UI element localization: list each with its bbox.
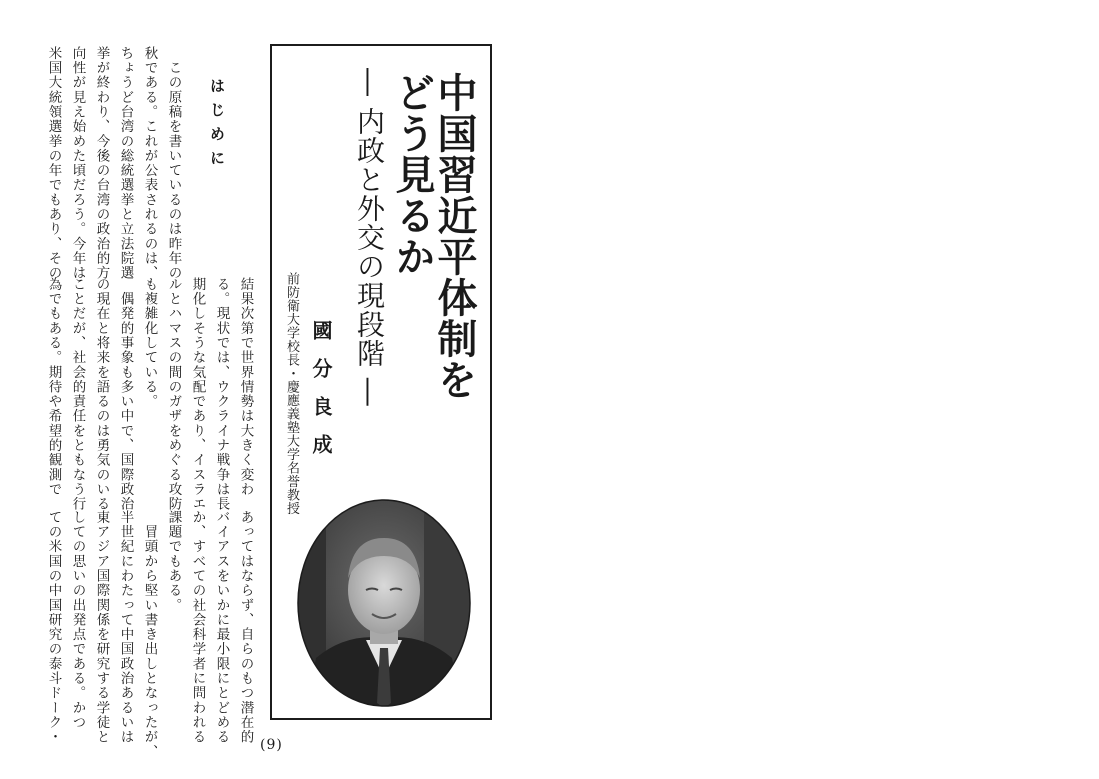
body-column: 米国大統領選挙の年でもあり、その [45, 46, 62, 281]
body-column: 向性が見え始めた頃だろう。今年は [69, 46, 86, 281]
author-name: 國分良成 [309, 320, 333, 472]
body-column: 期化しそうな気配であり、イスラエ [189, 277, 206, 512]
body-column: 半世紀にわたって中国政治あるいは [117, 510, 134, 745]
body-column: 秋である。これが公表されるのは、 [141, 46, 158, 281]
article-subtitle: ― 内政と外交の現段階 ― [353, 68, 386, 407]
body-column: 課題でもある。 [165, 510, 182, 613]
body-column: 冒頭から堅い書き出しとなったが、 [141, 510, 158, 760]
body-column: 結果次第で世界情勢は大きく変わ [237, 277, 254, 497]
author-portrait [296, 498, 472, 708]
author-affiliation: 前防衛大学校長・慶應義塾大学名誉教授 [284, 272, 299, 515]
section-heading: はじめに [208, 78, 226, 174]
body-column: も複雑化している。 [141, 277, 158, 409]
body-column: あってはならず、自らのもつ潜在的 [237, 510, 254, 745]
body-column: ことだが、社会的責任をともなう行 [69, 277, 86, 512]
body-column: ルとハマスの間のガザをめぐる攻防 [165, 277, 182, 512]
body-column: 挙が終わり、今後の台湾の政治的方 [93, 46, 110, 281]
page-number: (9) [260, 737, 283, 753]
body-column: 東アジア国際関係を研究する学徒と [93, 510, 110, 745]
body-column: ちょうど台湾の総統選挙と立法院選 [117, 46, 134, 281]
body-column: の現在と将来を語るのは勇気のいる [93, 277, 110, 512]
body-column: 為でもある。期待や希望的観測で [45, 277, 62, 497]
body-column: ての米国の中国研究の泰斗ドーク・ [45, 510, 62, 745]
body-column: 偶発的事象も多い中で、国際政治 [117, 277, 134, 512]
body-column: る。現状では、ウクライナ戦争は長 [213, 277, 230, 512]
body-column: この原稿を書いているのは昨年の [165, 46, 182, 281]
article-title-line-2: どう見るか [389, 72, 435, 277]
body-column: バイアスをいかに最小限にとどめる [213, 510, 230, 745]
body-column: か、すべての社会科学者に問われる [189, 510, 206, 745]
article-title-line-1: 中国習近平体制を [431, 72, 477, 400]
body-column: しての思いの出発点である。かつ [69, 510, 86, 730]
